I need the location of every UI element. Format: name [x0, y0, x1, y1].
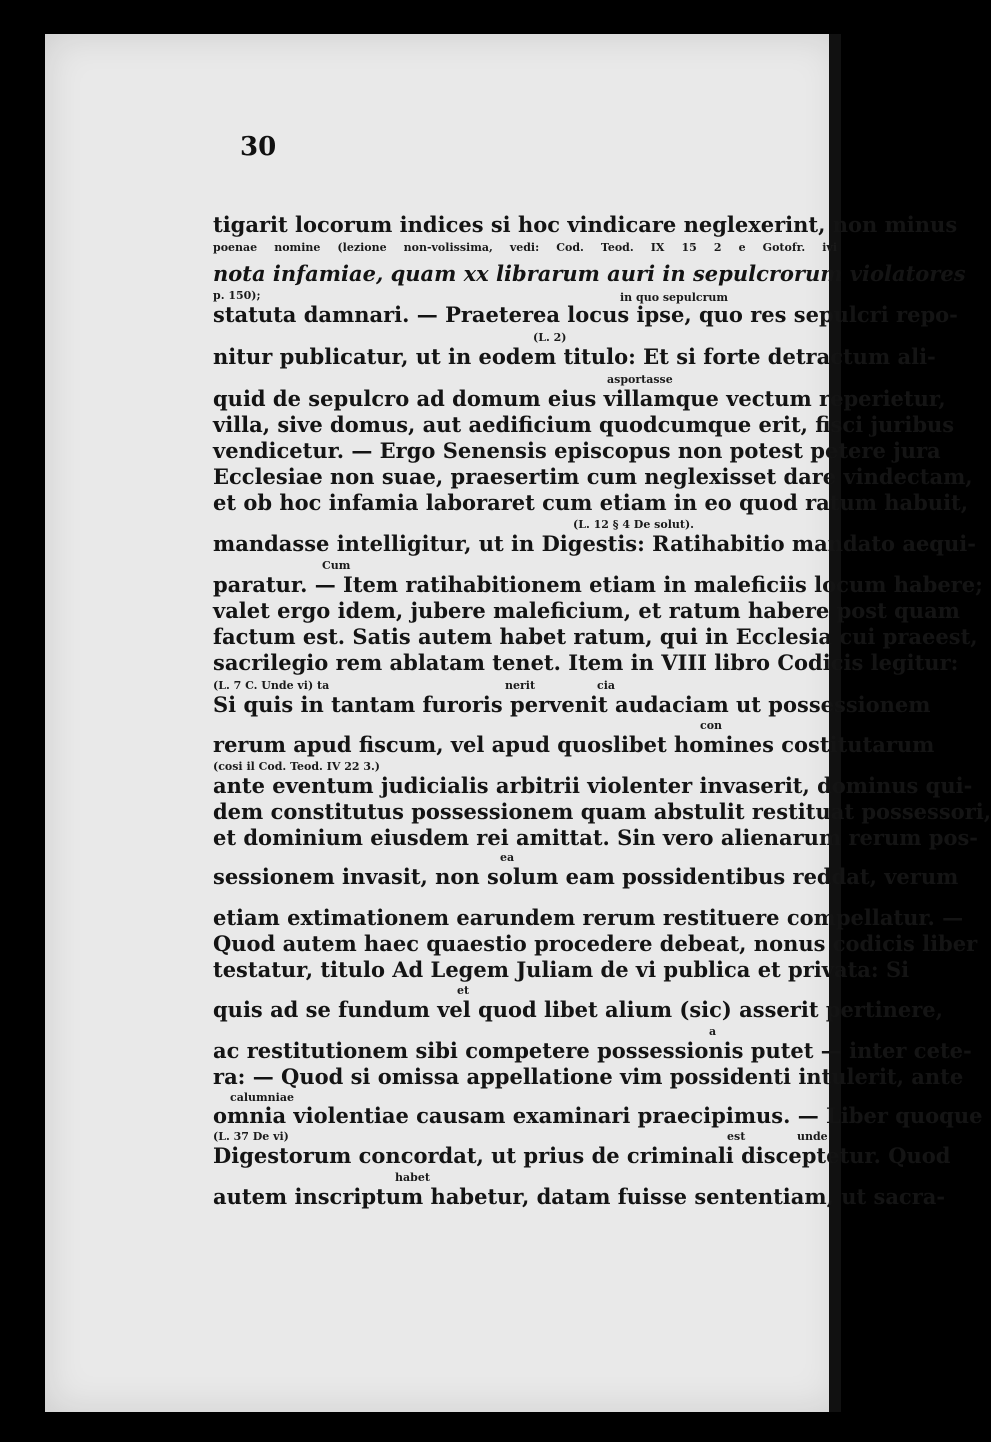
annotation: et — [457, 984, 470, 997]
text-line: mandasse intelligitur, ut in Digestis: Ratihabitio mandato aequi- — [213, 531, 976, 556]
text-line: statuta damnari. — Praeterea locus ipse, quo res sepulcri repo- — [213, 302, 958, 327]
annotation: (cosi il Cod. Teod. IV 22 3.) — [213, 760, 381, 773]
text-line: ra: — Quod si omissa appellatione vim possidenti intulerit, ante — [213, 1064, 964, 1089]
annotation: calumniae — [230, 1091, 294, 1104]
text-line: autem inscriptum habetur, datam fuisse sententiam, ut sacra- — [213, 1184, 946, 1209]
text-line: sacrilegio rem ablatam tenet. Item in VIII libro Codicis legitur: — [213, 650, 959, 675]
text-line: ante eventum judicialis arbitrii violenter invaserit, dominus qui- — [213, 773, 973, 798]
text-line: quid de sepulcro ad domum eius villamque vectum reperietur, — [213, 386, 946, 411]
text-line: dem constitutus possessionem quam abstulit restituat possessori, — [213, 799, 991, 824]
annotation: cia — [597, 679, 616, 692]
annotation: in quo sepulcrum — [620, 291, 729, 304]
annotation: con — [700, 719, 723, 732]
text-line: Ecclesiae non suae, praesertim cum neglexisset dare vindectam, — [213, 464, 973, 489]
text-line: Quod autem haec quaestio procedere debeat, nonus codicis liber — [213, 931, 978, 956]
annotation: (L. 2) — [533, 331, 567, 344]
annotation: (L. 37 De vi) — [213, 1130, 289, 1143]
text-line: valet ergo idem, jubere maleficium, et ratum habere post quam — [213, 598, 960, 623]
text-line: paratur. — Item ratihabitionem etiam in maleficiis locum habere; — [213, 572, 983, 597]
text-line: villa, sive domus, aut aedificium quodcumque erit, fisci juribus — [213, 412, 955, 437]
annotation: a — [709, 1025, 717, 1038]
page-number: 30 — [240, 132, 277, 162]
annotation: asportasse — [607, 373, 673, 386]
annotation: habet — [395, 1171, 430, 1184]
annotation: (L. 12 § 4 De solut). — [573, 518, 694, 531]
text-line: et dominium eiusdem rei amittat. Sin vero alienarum rerum pos- — [213, 825, 979, 850]
document-page — [45, 34, 991, 1412]
text-line: Si quis in tantam furoris pervenit audaciam ut possessionem — [213, 692, 931, 717]
annotation: nerit — [505, 679, 536, 692]
text-line: nota infamiae, quam xx librarum auri in sepulcrorum violatores — [213, 261, 966, 286]
annotation: poenae nomine (lezione non-volissima, vedi: Cod. Teod. IX 15 2 e Gotofr. ivi — [213, 241, 837, 254]
text-line: sessionem invasit, non solum eam possidentibus reddat, verum — [213, 864, 959, 889]
text-line: Digestorum concordat, ut prius de criminali disceptetur. Quod — [213, 1143, 951, 1168]
text-line: tigarit locorum indices si hoc vindicare neglexerint, non minus — [213, 212, 958, 237]
text-line: ac restitutionem sibi competere possessionis putet — inter cete- — [213, 1038, 972, 1063]
text-line: nitur publicatur, ut in eodem titulo: Et si forte detractum ali- — [213, 344, 936, 369]
annotation: Cum — [322, 559, 351, 572]
annotation: est — [727, 1130, 746, 1143]
text-line: testatur, titulo Ad Legem Juliam de vi publica et privata: Si — [213, 957, 910, 982]
text-line: etiam extimationem earundem rerum restituere compellatur. — — [213, 905, 964, 930]
text-line: rerum apud fiscum, vel apud quoslibet homines costitutarum — [213, 732, 935, 757]
text-line: vendicetur. — Ergo Senensis episcopus non potest petere jura — [213, 438, 941, 463]
annotation: ea — [500, 851, 515, 864]
annotation: unde — [797, 1130, 828, 1143]
annotation: p. 150); — [213, 289, 261, 302]
text-line: omnia violentiae causam examinari praecipimus. — Liber quoque — [213, 1103, 983, 1128]
text-line: et ob hoc infamia laboraret cum etiam in eo quod ratum habuit, — [213, 490, 969, 515]
annotation: (L. 7 C. Unde vi) ta — [213, 679, 330, 692]
text-line: factum est. Satis autem habet ratum, qui in Ecclesia cui praeest, — [213, 624, 978, 649]
text-line: quis ad se fundum vel quod libet alium (sic) asserit pertinere, — [213, 997, 943, 1022]
